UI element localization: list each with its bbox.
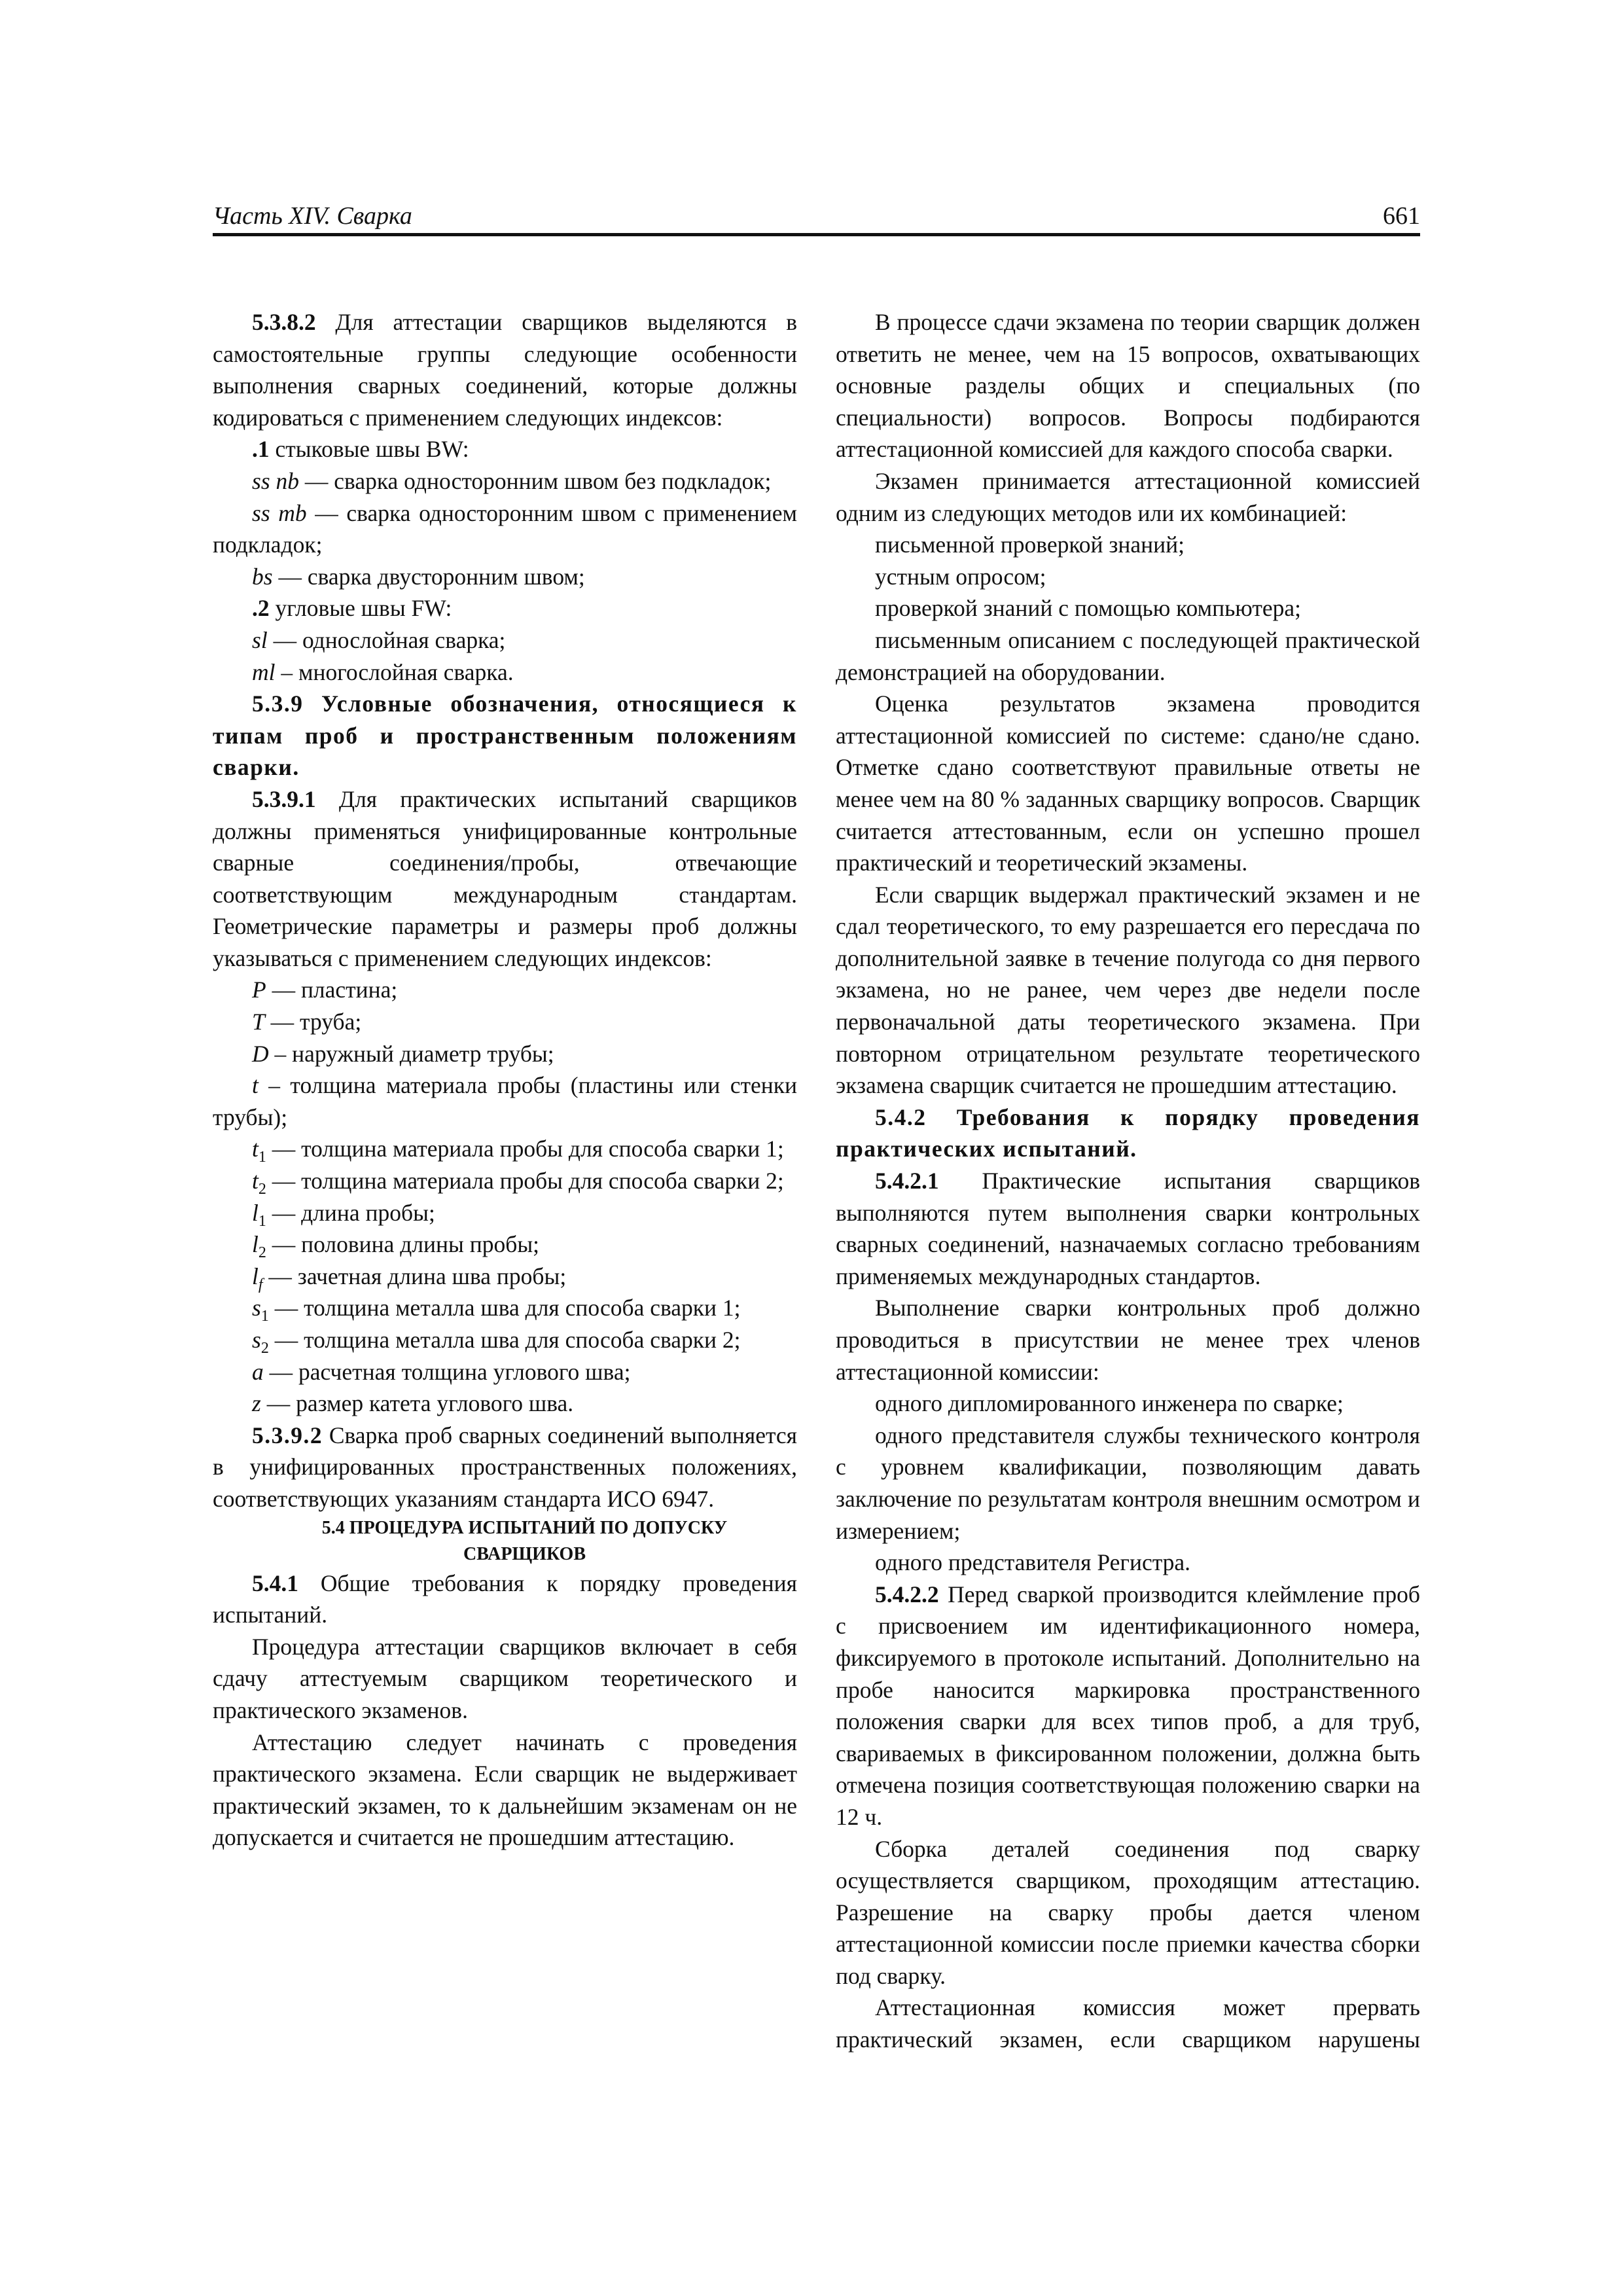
list-item-butt-welds: .1 стыковые швы BW: — [252, 436, 469, 463]
commission-inspector: одного представителя службы технического контроля с уровнем квалификации, позволяющим давать заключение по результатам контроля внешним осмотром и измерением; — [836, 1422, 1420, 1544]
index-D: D – наружный диаметр трубы; — [252, 1040, 554, 1067]
paragraph-5-3-8-2: 5.3.8.2 Для аттестации сварщиков выделяются в самостоятельные группы следующие особенности выполнения сварных соединений, которые должны кодироваться с применением следующих индексов: — [213, 309, 797, 431]
index-s2: $s_2$ — толщина металла шва для способа сварки 2; — [252, 1327, 741, 1357]
index-ml: ml – многослойная сварка. — [252, 658, 514, 685]
index-l1: $l_1$ — длина пробы; — [252, 1199, 435, 1230]
paragraph-5-3-9-2: 5.3.9.2 Сварка проб сварных соединений выполняется в унифицированных пространственных положениях, соответствующих указаниям стандарта ИСО 6947. — [213, 1422, 797, 1512]
paragraph-5-4-2-1: 5.4.2.1 Практические испытания сварщиков выполняются путем выполнения сварки контрольных сварных соединений, назначаемых согласно требованиям применяемых международных стандартов. — [836, 1168, 1420, 1289]
paragraph-exam-methods: Экзамен принимается аттестационной комиссией одним из следующих методов или их комбинацией: — [836, 467, 1420, 526]
index-s1: $s_1$ — толщина металла шва для способа сварки 1; — [252, 1295, 741, 1325]
running-title: Часть XIV. Сварка — [213, 202, 412, 230]
section-heading-5-4: 5.4 ПРОЦЕДУРА ИСПЫТАНИЙ ПО ДОПУСКУ СВАРЩИКОВ — [321, 1517, 728, 1564]
index-l2: $l_2$ — половина длины пробы; — [252, 1231, 540, 1262]
paragraph-interrupt: Аттестационная комиссия может прервать практический экзамен, если сварщиком нарушены — [836, 1994, 1420, 2053]
index-a: a — расчетная толщина углового шва; — [252, 1358, 631, 1385]
index-t1: $t_1$ — толщина материала пробы для способа сварки 1; — [252, 1136, 784, 1166]
index-lf: $l_f$ — зачетная длина шва пробы; — [252, 1263, 567, 1293]
paragraph-attestation-start: Аттестацию следует начинать с проведения практического экзамена. Если сварщик не выдерживает практический экзамен, то к дальнейшим экзаменам он не допускается и считается не прошедшим аттестацию. — [213, 1729, 797, 1851]
index-ss-mb: ss mb — сварка односторонним швом с применением подкладок; — [213, 499, 797, 558]
index-P: P — пластина; — [252, 977, 398, 1003]
paragraph-presence: Выполнение сварки контрольных проб должно проводиться в присутствии не менее трех членов аттестационной комиссии: — [836, 1295, 1420, 1385]
commission-engineer: одного дипломированного инженера по сварке; — [875, 1390, 1344, 1417]
paragraph-theory-exam: В процессе сдачи экзамена по теории сварщик должен ответить не менее, чем на 15 вопросов, охватывающих основные разделы общих и специальных (по специальности) вопросов. Вопросы подбираются аттестационной комиссией для каждого способа сварки. — [836, 309, 1420, 463]
clause-number: 5.3.8.2 — [252, 309, 316, 335]
paragraph-evaluation: Оценка результатов экзамена проводится аттестационной комиссией по системе: сдано/не сдано. Отметке сдано соответствуют правильные ответы не менее чем на 80 % заданных сварщику вопросов. Сварщик считается аттестованным, если он успешно прошел практический и теоретический экзамены. — [836, 691, 1420, 876]
list-item-fillet-welds: .2 угловые швы FW: — [252, 595, 452, 622]
index-z: z — размер катета углового шва. — [252, 1390, 574, 1417]
left-column — [213, 306, 797, 1854]
paragraph-5-4-1: 5.4.1 Общие требования к порядку проведения испытаний. — [213, 1570, 797, 1628]
method-computer: проверкой знаний с помощью компьютера; — [875, 595, 1301, 622]
right-column — [836, 306, 1420, 2056]
heading-5-3-9: 5.3.9 Условные обозначения, относящиеся к типам проб и пространственным положениям сварки. — [213, 691, 797, 781]
page-number: 661 — [1383, 202, 1420, 230]
index-t2: $t_2$ — толщина материала пробы для способа сварки 2; — [252, 1168, 784, 1198]
heading-5-4-2: 5.4.2 Требования к порядку проведения практических испытаний. — [836, 1103, 1420, 1162]
index-t: t – толщина материала пробы (пластины или стенки трубы); — [213, 1072, 797, 1130]
method-written: письменной проверкой знаний; — [875, 531, 1185, 558]
method-description: письменным описанием с последующей практической демонстрацией на оборудовании. — [836, 626, 1420, 685]
index-sl: sl — однослойная сварка; — [252, 626, 506, 653]
index-T: T — труба; — [252, 1009, 362, 1035]
index-bs: bs — сварка двусторонним швом; — [252, 563, 585, 590]
running-header — [213, 196, 1420, 236]
paragraph-5-4-2-2: 5.4.2.2 Перед сваркой производится клеймление проб с присвоением им идентификационного номера, фиксируемого в протоколе испытаний. Дополнительно на пробе наносится маркировка пространственного положения сварки для всех типов проб, а для труб, свариваемых в фиксированном положении, должна быть отмечена позиция соответствующая положению сварки на 12 ч. — [836, 1581, 1420, 1830]
paragraph-procedure: Процедура аттестации сварщиков включает в себя сдачу аттестуемым сварщиком теоретического и практического экзаменов. — [213, 1633, 797, 1723]
paragraph-assembly: Сборка деталей соединения под сварку осуществляется сварщиком, проходящим аттестацию. Разрешение на сварку пробы дается членом аттестационной комиссии после приемки качества сборки под сварку. — [836, 1835, 1420, 1989]
method-oral: устным опросом; — [875, 563, 1046, 590]
commission-register: одного представителя Регистра. — [875, 1549, 1191, 1576]
paragraph-retake: Если сварщик выдержал практический экзамен и не сдал теоретического, то ему разрешается его пересдача по дополнительной заявке в течение полугода со дня первого экзамена, но не ранее, чем через две недели после первоначальной даты теоретического экзамена. При повторном отрицательном результате теоретического экзамена сварщик считается не прошедшим аттестацию. — [836, 881, 1420, 1099]
index-ss-nb: ss nb — сварка односторонним швом без подкладок; — [252, 467, 772, 494]
paragraph-5-3-9-1: 5.3.9.1 Для практических испытаний сварщиков должны применяться унифицированные контрольные сварные соединения/пробы, отвечающие соответствующим международным стандартам. Геометрические параметры и размеры проб должны указываться с применением следующих индексов: — [213, 785, 797, 971]
